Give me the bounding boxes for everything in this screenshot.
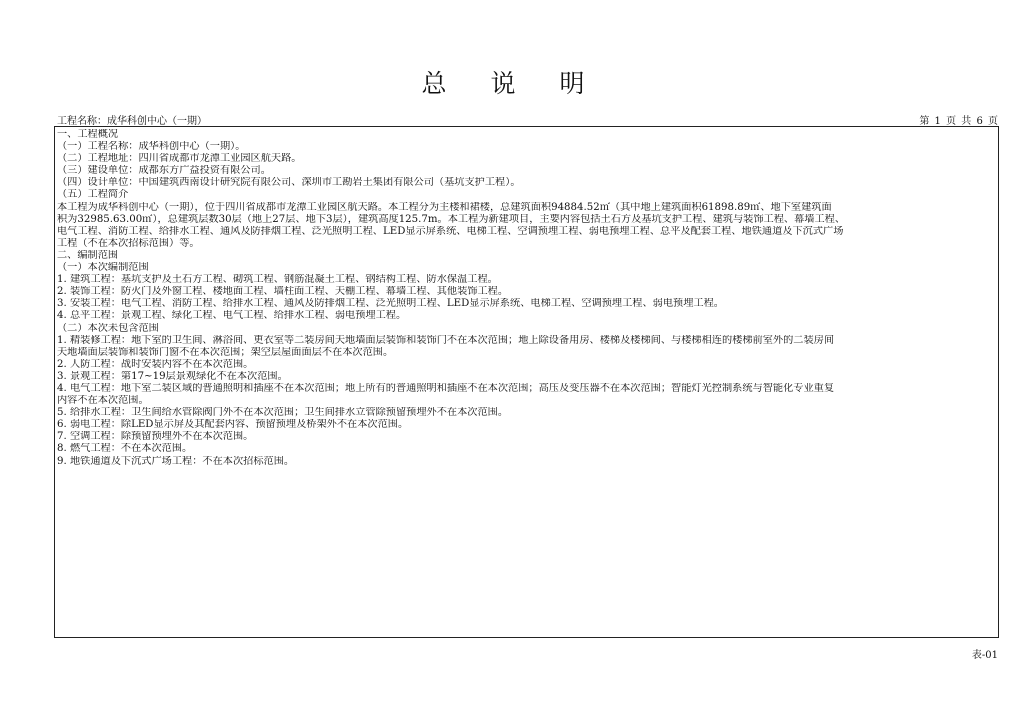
text-line: （四）设计单位：中国建筑西南设计研究院有限公司、深圳市工勘岩土集团有限公司（基坑支护工程）。 [57,177,521,189]
form-code: 表-01 [971,650,998,661]
project-name: 工程名称：成华科创中心（一期） [57,116,207,127]
page-title: 总 说 明 [421,69,603,98]
text-line: 9. 地铁通道及下沉式广场工程：不在本次招标范围。 [57,455,295,467]
text-line: 3. 景观工程：第17~19层景观绿化不在本次范围。 [57,370,288,382]
text-line: 二、编制范围 [57,249,119,261]
text-line: （三）建设单位：成都东方广益投资有限公司。 [57,165,271,177]
text-line: 3. 安装工程：电气工程、消防工程、给排水工程、通风及防排烟工程、泛光照明工程、LED显示屏系统、电梯工程、空调预埋工程、弱电预埋工程。 [57,298,724,310]
text-line: （二）本次未包含范围 [57,322,159,334]
text-line: （一）工程名称：成华科创中心（一期）。 [57,141,246,153]
text-line: 内容不在本次范围。 [57,395,149,407]
text-line: 积为32985.63.00㎡），总建筑层数30层（地上27层、地下3层），建筑高度125.7m。本工程为新建项目，主要内容包括土石方及基坑支护工程、建筑与装饰工程、幕墙工程、 [57,213,846,225]
text-line: 1. 精装修工程：地下室的卫生间、淋浴间、更衣室等二装房间天地墙面层装饰和装饰门不在本次范围；地上除设备用房、楼梯及楼梯间、与楼梯相连的楼梯前室外的二装房间 [57,334,835,346]
text-line: （一）本次编制范围 [57,262,149,274]
content-frame [54,126,999,638]
text-line: 2. 装饰工程：防火门及外窗工程、楼地面工程、墙柱面工程、天棚工程、幕墙工程、其他装饰工程。 [57,286,509,298]
text-line: （五）工程简介 [57,189,129,201]
page-counter: 第 1 页 共 6 页 [919,116,998,127]
text-line: 7. 空调工程：除预留预埋外不在本次范围。 [57,431,254,443]
text-line: 4. 总平工程：景观工程、绿化工程、电气工程、给排水工程、弱电预埋工程。 [57,310,407,322]
text-line: 8. 燃气工程：不在本次范围。 [57,443,193,455]
text-line: 工程（不在本次招标范围）等。 [57,237,200,249]
text-line: 1. 建筑工程：基坑支护及土石方工程、砌筑工程、钢筋混凝土工程、钢结构工程、防水保温工程。 [57,274,498,286]
text-line: 天地墙面层装饰和装饰门窗不在本次范围；架空层屋面面层不在本次范围。 [57,346,394,358]
text-line: 一、工程概况 [57,129,119,140]
text-line: 5. 给排水工程：卫生间给水管除阀门外不在本次范围；卫生间排水立管除预留预埋外不在本次范围。 [57,407,509,419]
text-line: （二）工程地址：四川省成都市龙潭工业园区航天路。 [57,153,302,165]
text-line: 6. 弱电工程：除LED显示屏及其配套内容、预留预埋及桥架外不在本次范围。 [57,419,409,431]
description-text [57,129,996,468]
text-line: 本工程为成华科创中心（一期），位于四川省成都市龙潭工业园区航天路。本工程分为主楼和裙楼，总建筑面积94884.52㎡（其中地上建筑面积61898.89㎡、地下室建筑面 [57,201,832,213]
text-line: 2. 人防工程：战时安装内容不在本次范围。 [57,358,254,370]
text-line: 电气工程、消防工程、给排水工程、通风及防排烟工程、泛光照明工程、LED显示屏系统、电梯工程、空调预埋工程、弱电预埋工程、总平及配套工程、地铁通道及下沉式广场 [57,225,844,237]
text-line: 4. 电气工程：地下室二装区域的普通照明和插座不在本次范围；地上所有的普通照明和插座不在本次范围；高压及变压器不在本次范围；智能灯光控制系统与智能化专业重复 [57,382,835,394]
